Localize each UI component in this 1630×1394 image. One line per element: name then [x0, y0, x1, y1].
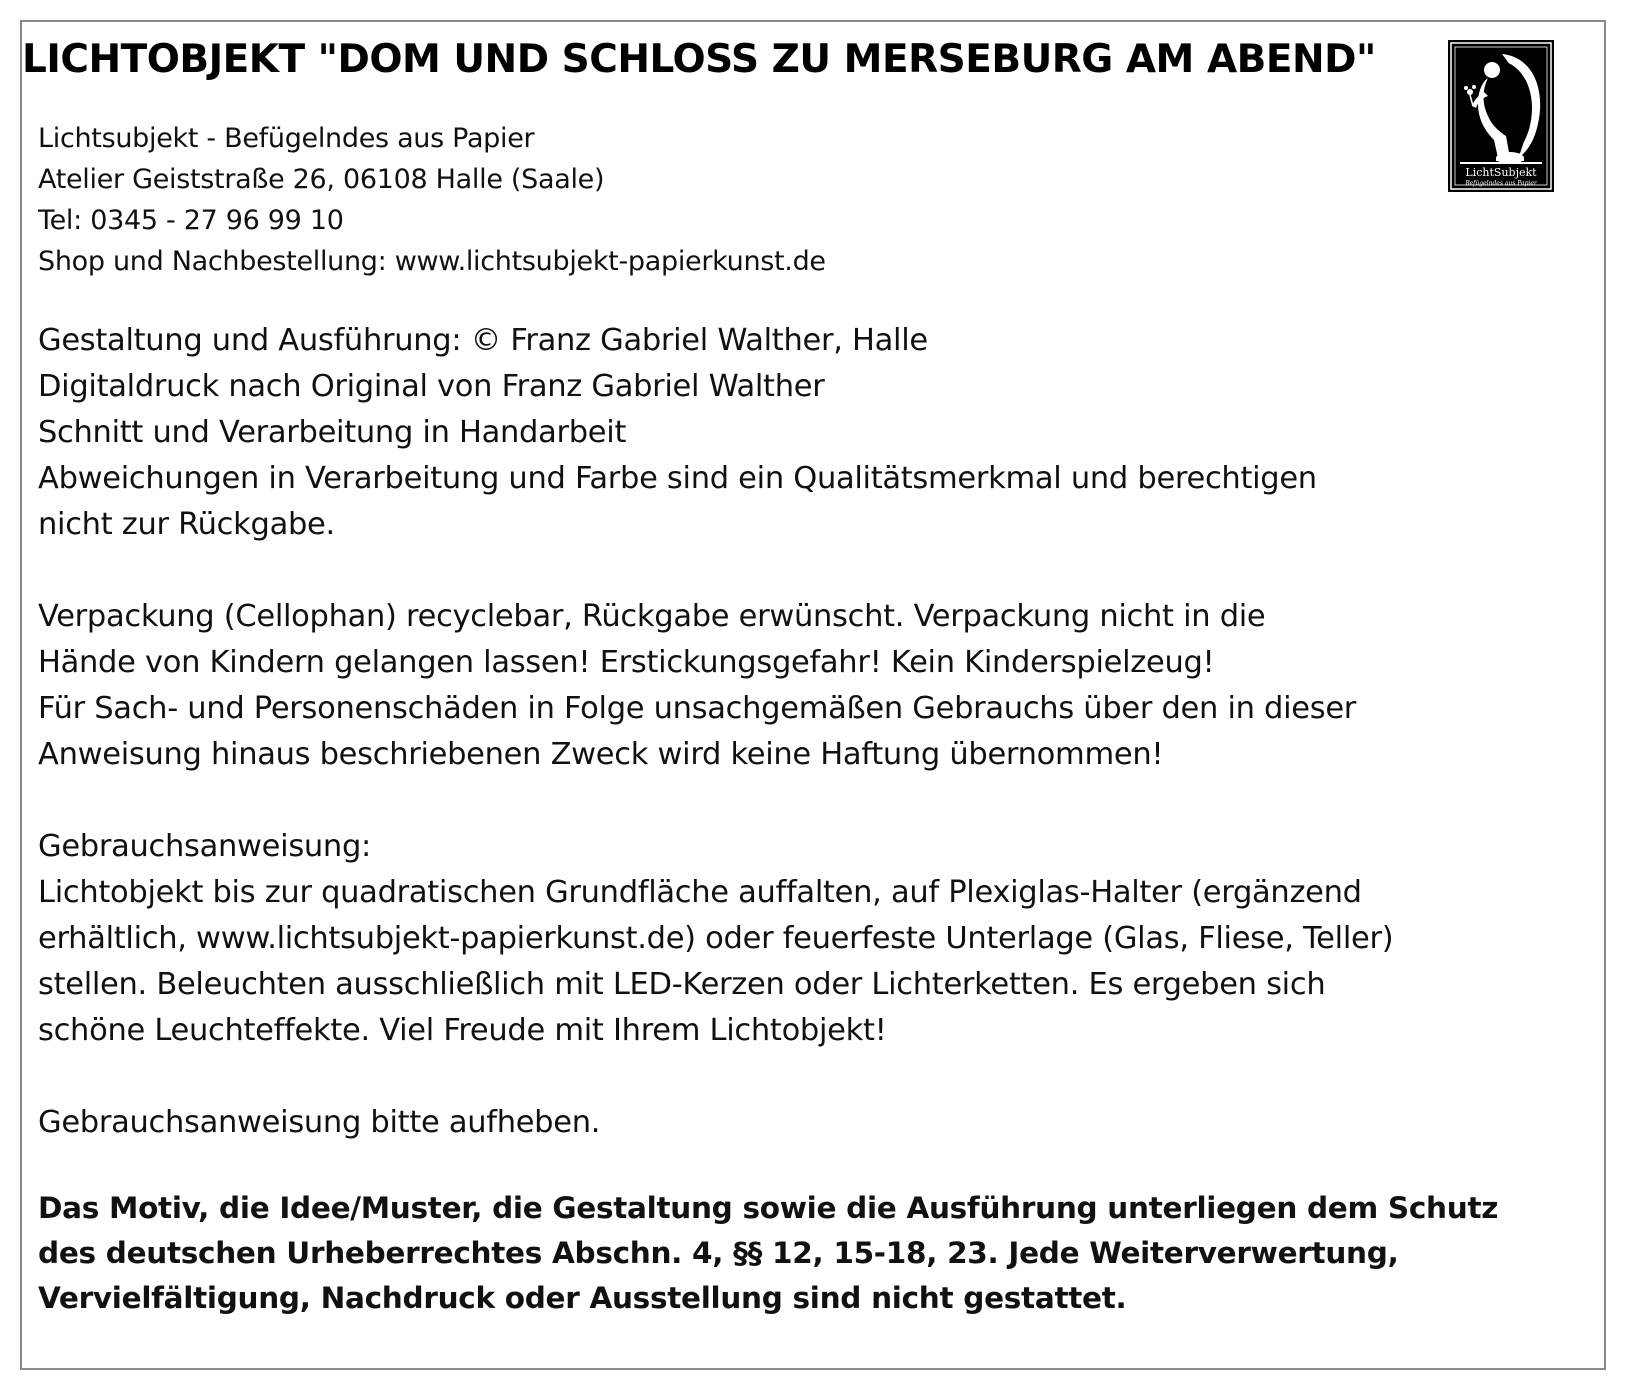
credits-line: Abweichungen in Verarbeitung und Farbe sind ein Qualitätsmerkmal und berechtigen [38, 461, 1317, 496]
packaging-line: Anweisung hinaus beschriebenen Zweck wird keine Haftung übernommen! [38, 737, 1164, 772]
document-title: LICHTOBJEKT "DOM UND SCHLOSS ZU MERSEBURG AM ABEND" [22, 37, 1376, 82]
credits-line: Schnitt und Verarbeitung in Handarbeit [38, 415, 627, 450]
instructions-line: schöne Leuchteffekte. Viel Freude mit Ihrem Lichtobjekt! [38, 1013, 887, 1048]
instructions-line: Lichtobjekt bis zur quadratischen Grundfläche auffalten, auf Plexiglas-Halter (ergänzend [38, 875, 1362, 910]
brand-logo [1448, 40, 1554, 192]
spacer [38, 1054, 1558, 1100]
contact-address: Atelier Geiststraße 26, 06108 Halle (Saale) [38, 164, 605, 195]
winged-figure-icon [1448, 40, 1554, 192]
instructions-line: stellen. Beleuchten ausschließlich mit LED-Kerzen oder Lichterketten. Es ergeben sich [38, 967, 1326, 1002]
logo-tagline-text: Befügelndes aus Papier [1465, 180, 1537, 187]
legal-notice [38, 1186, 1568, 1321]
legal-line: Das Motiv, die Idee/Muster, die Gestaltung sowie die Ausführung unterliegen dem Schutz [38, 1191, 1499, 1225]
instructions-heading: Gebrauchsanweisung: [38, 829, 372, 864]
contact-block [38, 118, 826, 282]
credits-line: Digitaldruck nach Original von Franz Gabriel Walther [38, 369, 825, 404]
main-text [38, 318, 1558, 1146]
contact-phone: Tel: 0345 - 27 96 99 10 [38, 205, 344, 236]
keep-note: Gebrauchsanweisung bitte aufheben. [38, 1105, 601, 1140]
credits-line: Gestaltung und Ausführung: © Franz Gabriel Walther, Halle [38, 323, 928, 358]
contact-company: Lichtsubjekt - Befügelndes aus Papier [38, 123, 535, 154]
packaging-line: Für Sach- und Personenschäden in Folge unsachgemäßen Gebrauchs über den in dieser [38, 691, 1357, 726]
contact-shop: Shop und Nachbestellung: www.lichtsubjekt-papierkunst.de [38, 246, 826, 277]
spacer [38, 548, 1558, 594]
legal-line: des deutschen Urheberrechtes Abschn. 4, §§ 12, 15-18, 23. Jede Weiterverwertung, [38, 1236, 1399, 1270]
instructions-line: erhältlich, www.lichtsubjekt-papierkunst.de) oder feuerfeste Unterlage (Glas, Fliese, Teller) [38, 921, 1394, 956]
packaging-line: Hände von Kindern gelangen lassen! Erstickungsgefahr! Kein Kinderspielzeug! [38, 645, 1215, 680]
logo-brand-text: LichtSubjekt [1465, 166, 1537, 179]
spacer [38, 778, 1558, 824]
packaging-line: Verpackung (Cellophan) recyclebar, Rückgabe erwünscht. Verpackung nicht in die [38, 599, 1266, 634]
credits-line: nicht zur Rückgabe. [38, 507, 335, 542]
legal-line: Vervielfältigung, Nachdruck oder Ausstellung sind nicht gestattet. [38, 1281, 1127, 1315]
